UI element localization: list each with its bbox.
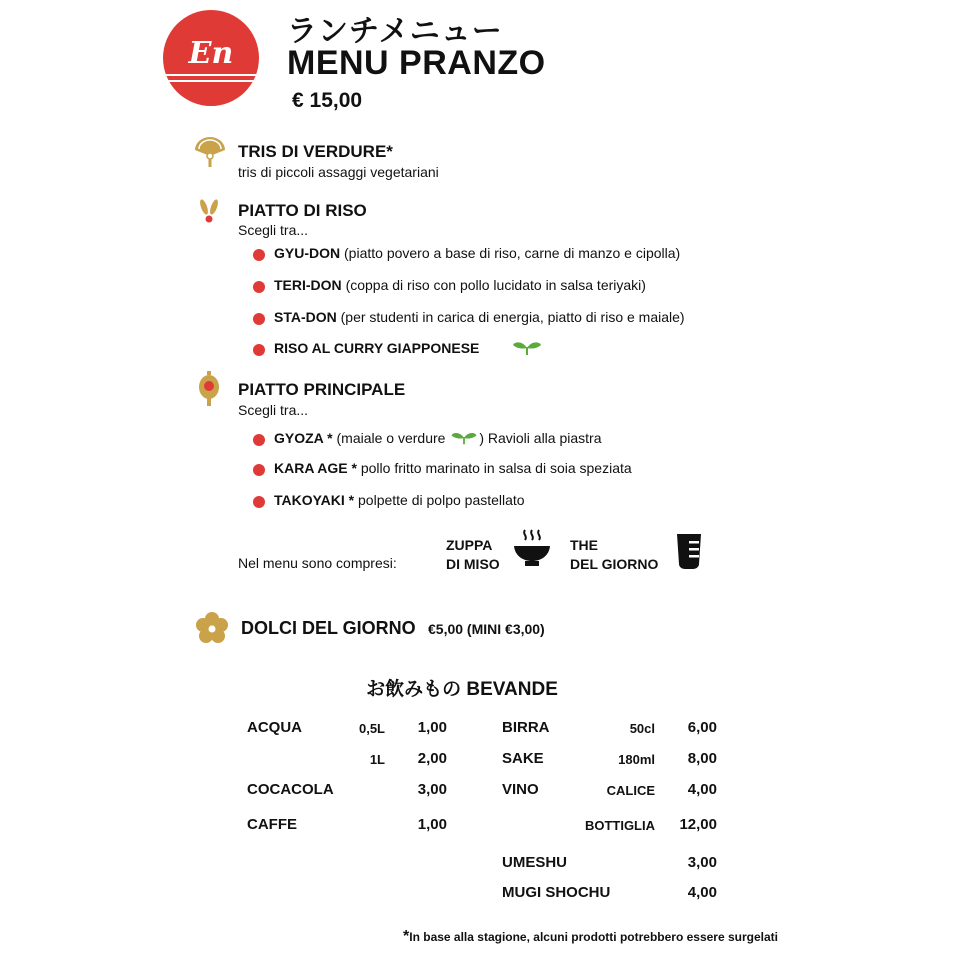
included-the-line2: DEL GIORNO — [570, 556, 659, 572]
list-item — [274, 340, 479, 356]
drink-name: MUGI SHOCHU — [502, 884, 611, 901]
restaurant-logo — [163, 10, 259, 106]
item-desc: ) Ravioli alla piastra — [479, 430, 602, 446]
drink-price: 3,00 — [687, 854, 717, 871]
list-item — [274, 277, 646, 293]
item-name: TERI-DON — [274, 277, 342, 293]
drink-price: 12,00 — [679, 816, 717, 833]
drink-size: CALICE — [606, 783, 655, 798]
item-name: TAKOYAKI * — [274, 492, 355, 508]
drink-price: 6,00 — [687, 719, 717, 736]
list-item — [274, 492, 525, 508]
fan-icon — [193, 136, 227, 168]
section-title-principale: PIATTO PRINCIPALE — [238, 380, 406, 399]
footnote — [403, 928, 778, 946]
section-desc-tris: tris di piccoli assaggi vegetariani — [238, 164, 439, 180]
drink-name: VINO — [502, 781, 539, 798]
included-label: Nel menu sono compresi: — [238, 555, 397, 571]
logo-line — [163, 80, 259, 82]
drink-size: 0,5L — [358, 721, 385, 736]
section-title-dolci: DOLCI DEL GIORNO — [241, 618, 416, 638]
list-item — [274, 245, 680, 261]
item-name: GYU-DON — [274, 245, 341, 261]
choose-label: Scegli tra... — [238, 222, 309, 238]
vegetarian-leaf-icon — [512, 339, 542, 357]
bullet-dot — [253, 281, 265, 293]
grain-icon — [196, 197, 222, 225]
item-name: KARA AGE * — [274, 460, 357, 476]
plum-flower-icon — [196, 612, 228, 644]
logo-text: En — [188, 36, 234, 71]
drink-name: COCACOLA — [247, 781, 334, 798]
bullet-dot — [253, 464, 265, 476]
menu-price: € 15,00 — [292, 89, 363, 112]
drink-name: SAKE — [502, 750, 544, 767]
list-item — [274, 309, 685, 325]
included-the-line1: THE — [570, 537, 598, 553]
choose-label: Scegli tra... — [238, 402, 309, 418]
drink-price: 8,00 — [687, 750, 717, 767]
bullet-dot — [253, 249, 265, 261]
drinks-title — [0, 674, 960, 701]
bullet-dot — [253, 496, 265, 508]
drink-name: ACQUA — [247, 719, 302, 736]
page-title: MENU PRANZO — [287, 44, 546, 82]
item-desc: (piatto povero a base di riso, carne di manzo e cipolla) — [344, 245, 681, 261]
item-desc: (per studenti in carica di energia, piatto di riso e maiale) — [340, 309, 685, 325]
item-name: RISO AL CURRY GIAPPONESE — [274, 340, 480, 356]
item-name: STA-DON — [274, 309, 337, 325]
vegetarian-leaf-icon — [449, 430, 479, 446]
drink-name: UMESHU — [502, 854, 568, 871]
bullet-dot — [253, 434, 265, 446]
lantern-icon — [197, 371, 221, 407]
drink-name: BIRRA — [502, 719, 550, 736]
section-title-riso: PIATTO DI RISO — [238, 201, 367, 220]
soup-bowl-icon — [513, 528, 551, 568]
tea-cup-icon — [675, 534, 703, 570]
drink-size: 50cl — [629, 721, 655, 736]
drink-size: BOTTIGLIA — [584, 818, 655, 833]
item-desc: pollo fritto marinato in salsa di soia speziata — [360, 460, 632, 476]
bullet-dot — [253, 313, 265, 325]
drink-price: 1,00 — [417, 816, 447, 833]
drink-size: 180ml — [618, 752, 655, 767]
list-item — [274, 460, 632, 476]
bullet-dot — [253, 344, 265, 356]
dolci-price: €5,00 (MINI €3,00) — [428, 621, 545, 637]
footnote-text: In base alla stagione, alcuni prodotti potrebbero essere surgelati — [409, 930, 778, 944]
item-name: GYOZA * — [274, 430, 333, 446]
drink-price: 4,00 — [687, 884, 717, 901]
drink-size: 1L — [369, 752, 385, 767]
included-zuppa-line1: ZUPPA — [446, 537, 493, 553]
drink-name: CAFFE — [247, 816, 297, 833]
item-desc: polpette di polpo pastellato — [358, 492, 525, 508]
item-desc: (maiale o verdure — [336, 430, 446, 446]
drink-price: 3,00 — [417, 781, 447, 798]
section-title-tris: TRIS DI VERDURE* — [238, 142, 393, 161]
drink-price: 1,00 — [417, 719, 447, 736]
item-desc: (coppa di riso con pollo lucidato in salsa teriyaki) — [345, 277, 646, 293]
footnote-star: * — [403, 928, 410, 945]
included-zuppa-line2: DI MISO — [446, 556, 500, 572]
japanese-title: ランチメニュー — [287, 15, 503, 48]
list-item — [274, 430, 602, 446]
logo-line — [163, 74, 259, 76]
drink-price: 4,00 — [687, 781, 717, 798]
drink-price: 2,00 — [417, 750, 447, 767]
drinks-title-text: お飲みもの BEVANDE — [366, 679, 558, 700]
